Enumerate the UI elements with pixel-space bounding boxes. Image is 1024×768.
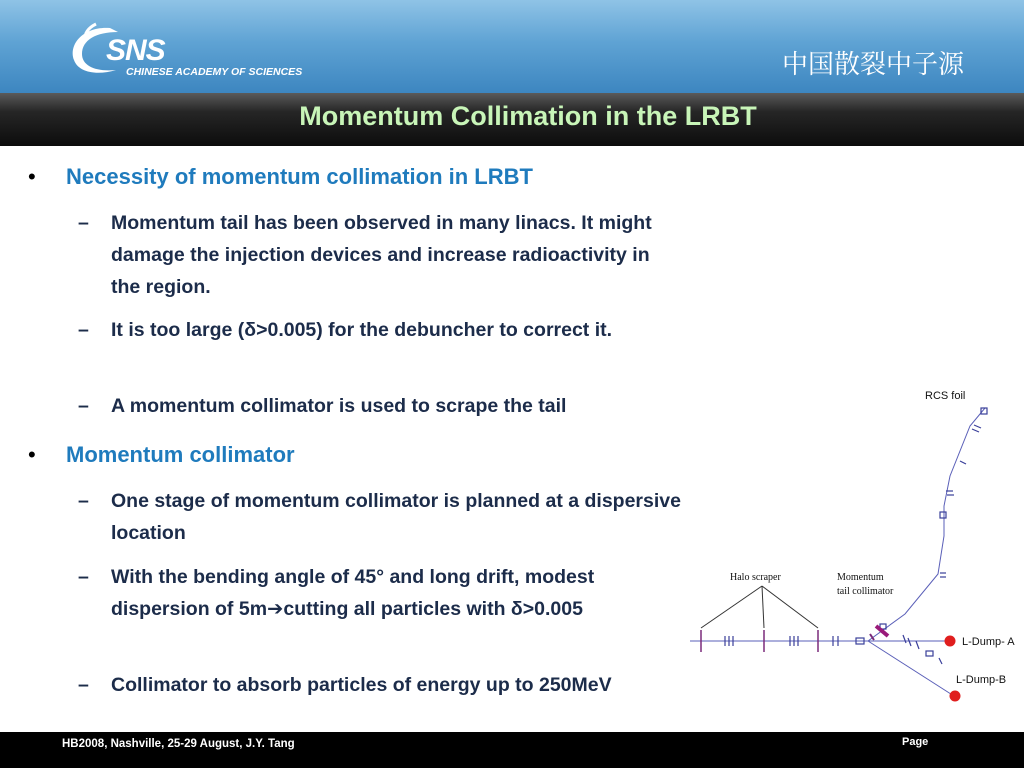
sns-logo xyxy=(66,20,303,84)
chinese-title: 中国散裂中子源 xyxy=(781,50,964,80)
dump-a-label: L-Dump- A xyxy=(962,636,1015,648)
bullet-dot: • xyxy=(28,442,36,467)
header-band xyxy=(0,0,1024,93)
dump-a-marker xyxy=(945,636,956,647)
momentum-collimator-label: Momentum xyxy=(837,572,884,583)
sub-bullet-text: It is too large (δ>0.005) for the debuncher to correct it. xyxy=(111,319,613,341)
bullet-heading: Necessity of momentum collimation in LRBT xyxy=(66,164,533,189)
halo-scraper-pointers xyxy=(701,586,818,628)
dash: – xyxy=(78,566,89,588)
sub-bullet-text: With the bending angle of 45° and long drift, modest dispersion of 5m➔cutting all particles with δ>0.005 xyxy=(111,566,595,620)
dash: – xyxy=(78,674,89,696)
dump-b-label: L-Dump-B xyxy=(956,674,1007,686)
dash: – xyxy=(78,319,89,341)
halo-scraper-label: Halo scraper xyxy=(730,572,781,583)
footer-page-label: Page xyxy=(902,736,929,748)
dash: – xyxy=(78,212,89,234)
dump-b-marker xyxy=(950,691,961,702)
title-bar xyxy=(0,93,1024,146)
footer-credit: HB2008, Nashville, 25-29 August, J.Y. Tang xyxy=(62,738,295,750)
beamline-to-dump-b xyxy=(868,641,954,696)
sub-bullet-text: A momentum collimator is used to scrape the tail xyxy=(111,395,567,417)
beamline-to-rcs xyxy=(868,408,985,641)
rcs-foil-label: RCS foil xyxy=(925,390,966,402)
sub-bullet-text: Collimator to absorb particles of energy up to 250MeV xyxy=(111,674,612,696)
bullet-dot: • xyxy=(28,164,36,189)
sub-bullet-text: One stage of momentum collimator is planned at a dispersive location xyxy=(111,490,681,544)
logo-text: SNS xyxy=(106,34,165,67)
slide-content xyxy=(0,146,1024,732)
sub-bullet-text: Momentum tail has been observed in many linacs. It might damage the injection devices and increase radioactivity in the region. xyxy=(111,212,652,298)
footer-bar xyxy=(0,732,1024,768)
slide-title: Momentum Collimation in the LRBT xyxy=(299,101,757,131)
lrbt-beamline-diagram xyxy=(0,146,1024,732)
momentum-collimator-label-2: tail collimator xyxy=(837,586,894,597)
logo-subtitle: CHINESE ACADEMY OF SCIENCES xyxy=(126,66,303,78)
bullet-heading: Momentum collimator xyxy=(66,442,295,467)
dash: – xyxy=(78,490,89,512)
dash: – xyxy=(78,395,89,417)
